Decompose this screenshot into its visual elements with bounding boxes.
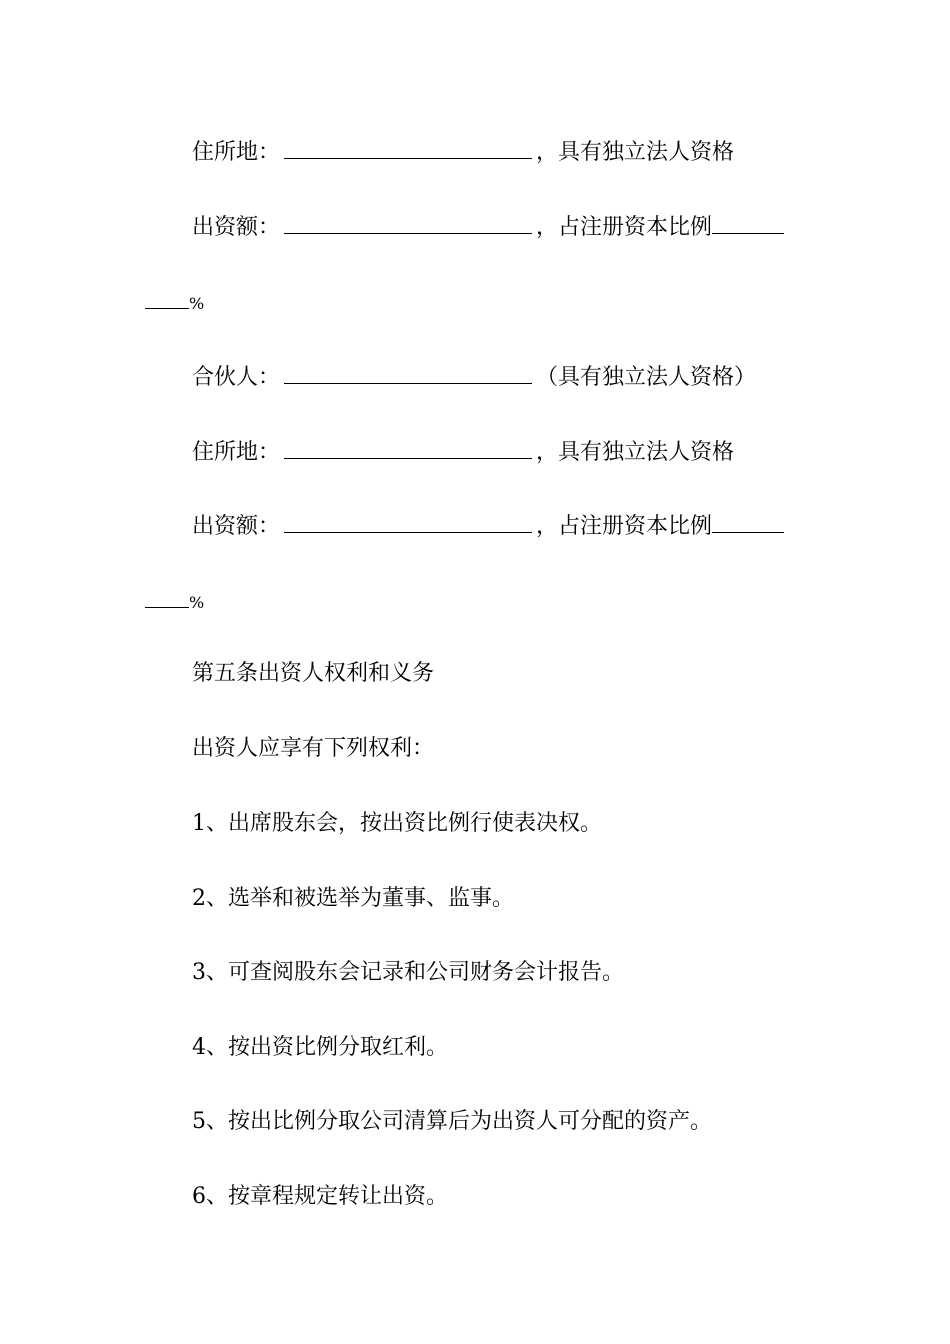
capital-suffix: ，占注册资本比例 [536,215,713,240]
rights-item: 4、按出资比例分取红利。 [192,1035,448,1060]
rights-intro: 出资人应享有下列权利： [192,736,435,761]
percent-sign: % [189,593,205,612]
capital-label: 出资额： [192,215,281,240]
address-blank[interactable] [284,136,532,159]
ratio-blank[interactable] [712,510,784,533]
partner2-address-line [192,436,734,468]
address-blank[interactable] [284,436,532,459]
capital-blank[interactable] [284,510,532,533]
address-label: 住所地： [192,140,281,165]
rights-item: 6、按章程规定转让出资。 [192,1184,448,1209]
rights-item: 5、按出比例分取公司清算后为出资人可分配的资产。 [192,1109,712,1134]
capital-label: 出资额： [192,514,281,539]
address-suffix: ，具有独立法人资格 [536,440,735,465]
rights-item: 2、选举和被选举为董事、监事。 [192,886,514,911]
capital-suffix: ，占注册资本比例 [536,514,713,539]
ratio-blank-continued[interactable] [145,286,189,309]
capital-blank[interactable] [284,211,532,234]
partner2-capital-line [192,510,784,542]
partner2-ratio-continuation [145,585,204,618]
partner-label: 合伙人： [192,365,281,390]
percent-sign: % [189,294,205,313]
partner1-ratio-continuation [145,286,204,319]
rights-item: 1、出席股东会，按出资比例行使表决权。 [192,811,602,836]
partner1-capital-line [192,211,784,243]
partner-name-blank[interactable] [284,361,532,384]
partner1-address-line [192,136,734,168]
ratio-blank-continued[interactable] [145,585,189,608]
address-suffix: ，具有独立法人资格 [536,140,735,165]
rights-item: 3、可查阅股东会记录和公司财务会计报告。 [192,960,624,985]
article-heading: 第五条出资人权利和义务 [192,661,435,686]
address-label: 住所地： [192,440,281,465]
partner2-name-line [192,361,756,393]
ratio-blank[interactable] [712,211,784,234]
partner-suffix: （具有独立法人资格） [536,365,757,390]
